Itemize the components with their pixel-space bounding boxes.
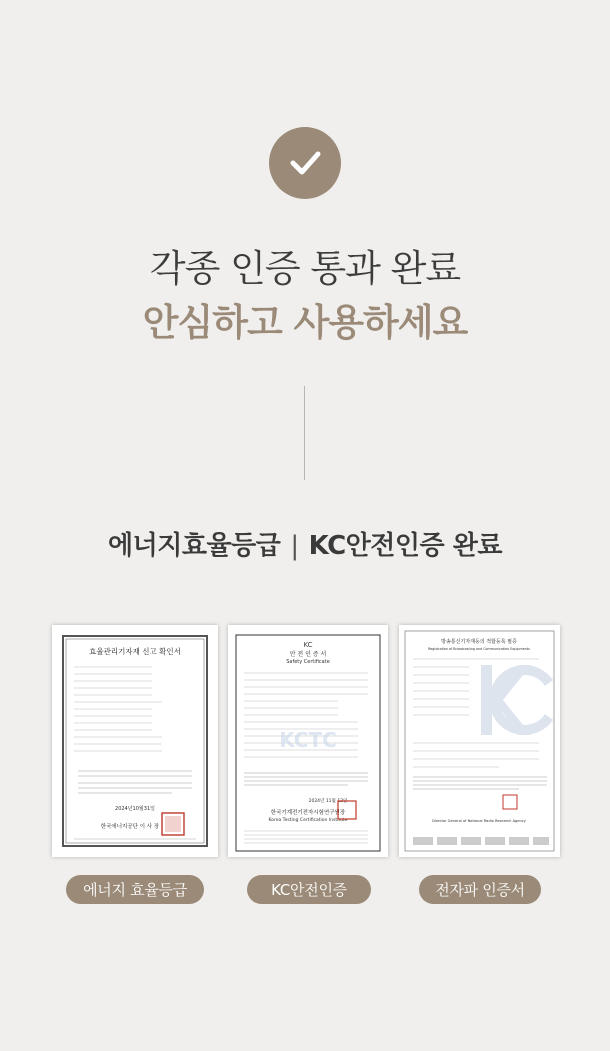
subheading	[0, 525, 610, 562]
certificate-energy-efficiency	[52, 625, 218, 857]
divider-line	[304, 386, 305, 480]
certificate-2-issuer-en: Korea Testing Certification Institute	[268, 818, 348, 823]
subheading-energy: 에너지효율등급	[108, 531, 281, 561]
certificate-2-date: 2024년 11월 12일	[308, 799, 348, 804]
certificate-emc-registration	[399, 625, 560, 857]
label-kc-safety: KC안전인증	[247, 875, 371, 904]
certificate-3-seal	[503, 795, 517, 809]
subheading-kc: KC안전인증 완료	[308, 531, 502, 561]
subheading-separator: |	[290, 531, 299, 561]
label-emc-certificate: 전자파 인증서	[419, 875, 541, 904]
certificate-1-date: 2024년10월31일	[115, 806, 155, 812]
certificate-2-issuer: 한국기계전기전자시험연구원장	[270, 810, 346, 816]
certificate-kc-safety	[228, 625, 388, 857]
certificate-3-subtitle: Registration of Broadcasting and Communication Equipments	[428, 647, 530, 651]
label-energy-efficiency: 에너지 효율등급	[66, 875, 204, 904]
kc-mark-icon	[481, 665, 549, 735]
certificate-3-issuer-en: Director General of National Radio Research Agency	[432, 819, 526, 823]
headline-line-1: 각종 인증 통과 완료	[149, 247, 461, 290]
kc-logo-icon: KC	[303, 641, 313, 649]
certificate-2-title: 안 전 인 증 서	[289, 651, 327, 658]
headline-line-2: 안심하고 사용하세요	[142, 301, 468, 344]
certificate-2-watermark: KCTC	[279, 728, 337, 752]
certificate-3-title: 방송통신기자재등의 적합등록 필증	[441, 639, 517, 645]
check-icon	[269, 127, 341, 199]
certificate-1-issuer: 한국에너지공단 이 사 장	[100, 824, 160, 830]
certificate-2-subtitle: Safety Certificate	[286, 659, 330, 665]
certificate-1-title: 효율관리기자재 신고 확인서	[89, 647, 181, 656]
